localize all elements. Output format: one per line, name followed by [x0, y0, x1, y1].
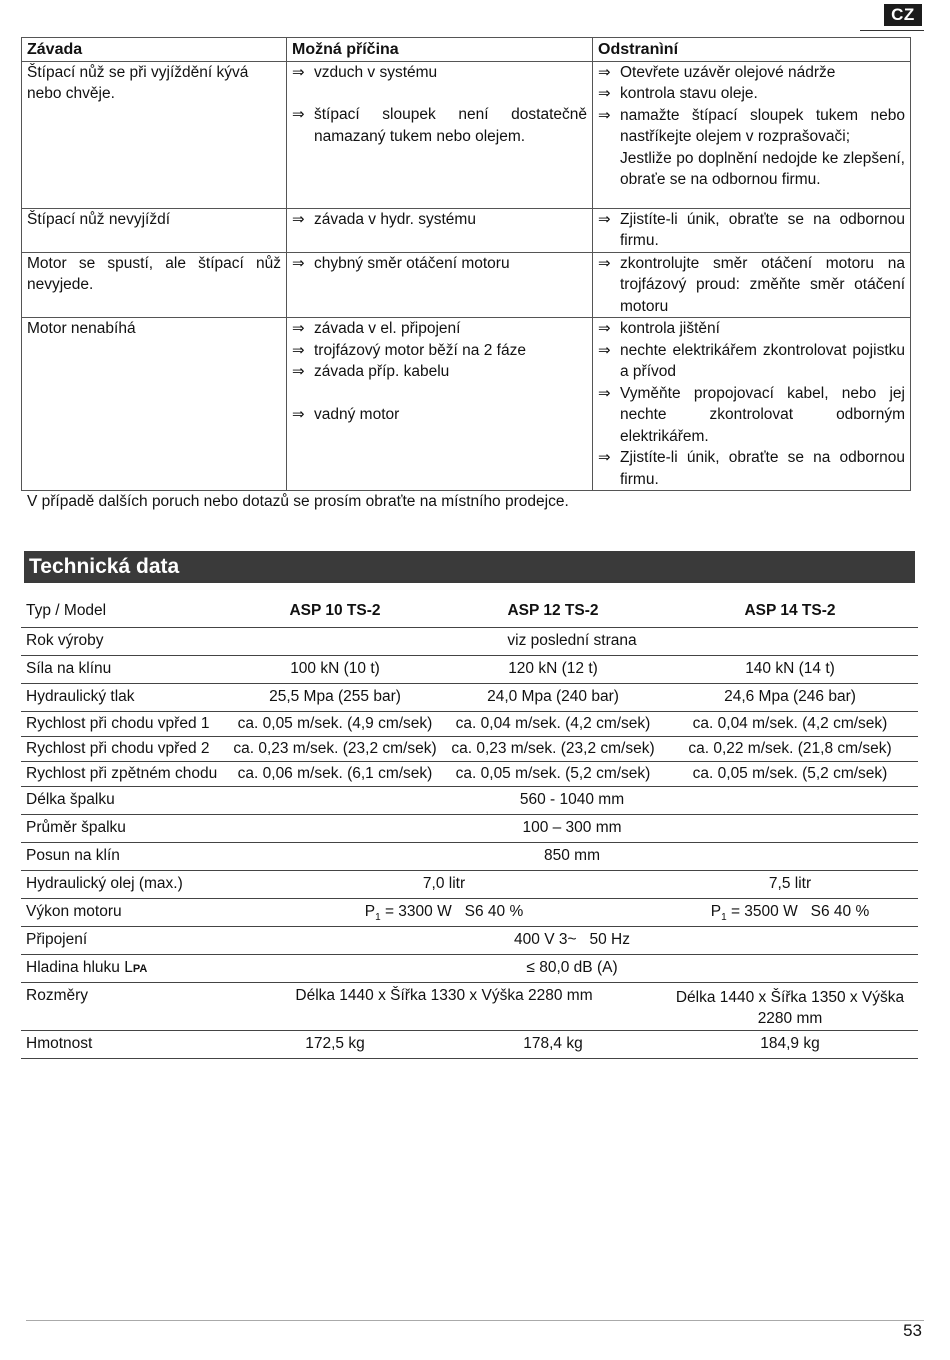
arrow-icon: ⇒	[598, 449, 611, 466]
arrow-icon: ⇒	[292, 254, 305, 272]
row-value: $P_1 = 3300$ W S6 40 %	[226, 898, 662, 926]
table-row	[21, 786, 918, 814]
row-value: ca. 0,05 m/sek. (4,9 cm/sek)	[226, 711, 444, 736]
arrow-icon: ⇒	[292, 106, 305, 123]
remedy-cell: ⇒ Otevřete uzávěr olejové nádrže ⇒ kontrola stavu oleje. ⇒ namažte štípací sloupek tukem nebo nastříkejte olejem v rozprašovači; Jestliže po doplnění nedojde ke zlepšení, obraťe se na odbornou firmu.	[593, 61, 911, 208]
table-row	[21, 842, 918, 870]
tech-header-row	[21, 598, 918, 627]
row-value: 140 kN (14 t)	[662, 655, 918, 683]
row-value: 560 - 1040 mm	[226, 786, 918, 814]
table-row	[21, 683, 918, 711]
table-row	[21, 627, 918, 655]
row-label: Posun na klín	[21, 842, 226, 870]
fault-cell: Motor se spustí, ale štípací nůž nevyjede.	[22, 252, 287, 318]
row-label: Rok výroby	[21, 627, 226, 655]
column-header-fault: Závada	[22, 38, 287, 62]
table-row	[21, 926, 918, 954]
table-row	[21, 898, 918, 926]
cause-cell: ⇒ závada v el. připojení ⇒ trojfázový motor běží na 2 fáze ⇒ závada příp. kabelu ⇒ vadný motor	[287, 318, 593, 491]
row-label: Hydraulický olej (max.)	[21, 870, 226, 898]
fault-cell: Motor nenabíhá	[22, 318, 287, 491]
table-row	[22, 252, 911, 318]
row-label: Rychlost při chodu vpřed 2	[21, 736, 226, 761]
troubleshooting-header-row	[22, 38, 911, 62]
row-value: $P_1 = 3500$ W S6 40 %	[662, 898, 918, 926]
row-value: ca. 0,05 m/sek. (5,2 cm/sek)	[662, 761, 918, 786]
arrow-icon: ⇒	[598, 106, 611, 124]
table-row	[21, 814, 918, 842]
row-label: Hydraulický tlak	[21, 683, 226, 711]
row-value: 7,0 litr	[226, 870, 662, 898]
fault-cell: Štípací nůž nevyjíždí	[22, 208, 287, 252]
row-label: Hmotnost	[21, 1030, 226, 1058]
arrow-icon: ⇒	[292, 405, 305, 423]
row-value: 7,5 litr	[662, 870, 918, 898]
arrow-icon: ⇒	[292, 63, 305, 81]
row-value: 100 – 300 mm	[226, 814, 918, 842]
row-value: 24,0 Mpa (240 bar)	[444, 683, 662, 711]
language-badge: CZ	[884, 4, 922, 26]
arrow-icon: ⇒	[292, 210, 305, 228]
row-value: 25,5 Mpa (255 bar)	[226, 683, 444, 711]
row-label: Síla na klínu	[21, 655, 226, 683]
model-asp14: ASP 14 TS-2	[662, 598, 918, 627]
technical-data-table	[21, 598, 918, 1059]
row-value: viz poslední strana	[226, 627, 918, 655]
arrow-icon: ⇒	[598, 63, 611, 81]
arrow-icon: ⇒	[292, 363, 305, 380]
remedy-cell: ⇒ Zjistíte-li únik, obraťte se na odbornou firmu.	[593, 208, 911, 252]
cause-cell: ⇒ vzduch v systému ⇒ štípací sloupek není dostatečně namazaný tukem nebo olejem.	[287, 61, 593, 208]
arrow-icon: ⇒	[598, 210, 611, 228]
row-value: 400 V 3~ 50 Hz	[226, 926, 918, 954]
cause-cell: ⇒ chybný směr otáčení motoru	[287, 252, 593, 318]
dealer-note: V případě dalších poruch nebo dotazů se prosím obraťte na místního prodejce.	[27, 493, 569, 510]
table-row	[21, 761, 918, 786]
arrow-icon: ⇒	[598, 341, 611, 359]
row-value: ca. 0,04 m/sek. (4,2 cm/sek)	[444, 711, 662, 736]
arrow-icon: ⇒	[598, 254, 611, 272]
model-asp10: ASP 10 TS-2	[226, 598, 444, 627]
table-row	[21, 1030, 918, 1058]
fault-cell: Štípací nůž se při vyjíždění kývá nebo chvěje.	[22, 61, 287, 208]
column-header-cause: Možná příčina	[287, 38, 593, 62]
remedy-cell: ⇒ kontrola jištění ⇒ nechte elektrikářem zkontrolovat pojistku a přívod ⇒ Vyměňte propojovací kabel, nebo jej nechte zkontrolovat odborným elektrikářem. ⇒ Zjistíte-li únik, obraťte se na odbornou firmu.	[593, 318, 911, 491]
row-label: Připojení	[21, 926, 226, 954]
cause-cell: ⇒ závada v hydr. systému	[287, 208, 593, 252]
arrow-icon: ⇒	[598, 320, 611, 337]
table-row	[21, 954, 918, 982]
column-header-remedy: Odstranìní	[593, 38, 911, 62]
row-value: ca. 0,23 m/sek. (23,2 cm/sek)	[444, 736, 662, 761]
table-row	[21, 736, 918, 761]
row-label: Výkon motoru	[21, 898, 226, 926]
arrow-icon: ⇒	[292, 341, 305, 359]
row-label: Délka špalku	[21, 786, 226, 814]
row-value: 172,5 kg	[226, 1030, 444, 1058]
model-asp12: ASP 12 TS-2	[444, 598, 662, 627]
row-label: Rychlost při chodu vpřed 1	[21, 711, 226, 736]
row-value: 184,9 kg	[662, 1030, 918, 1058]
arrow-icon: ⇒	[292, 320, 305, 337]
row-label: Hladina hluku LPA	[21, 954, 226, 982]
row-value: 100 kN (10 t)	[226, 655, 444, 683]
row-value: ca. 0,22 m/sek. (21,8 cm/sek)	[662, 736, 918, 761]
footer-rule	[26, 1320, 924, 1321]
row-value: ca. 0,05 m/sek. (5,2 cm/sek)	[444, 761, 662, 786]
row-value: 24,6 Mpa (246 bar)	[662, 683, 918, 711]
header-rule	[860, 30, 924, 31]
row-value: ≤ 80,0 dB (A)	[226, 954, 918, 982]
troubleshooting-table	[21, 37, 911, 491]
table-row	[21, 982, 918, 1030]
section-title: Technická data	[24, 551, 915, 583]
model-label: Typ / Model	[21, 598, 226, 627]
row-value: Délka 1440 x Šířka 1350 x Výška 2280 mm	[662, 982, 918, 1030]
arrow-icon: ⇒	[598, 384, 611, 402]
row-value: Délka 1440 x Šířka 1330 x Výška 2280 mm	[226, 982, 662, 1030]
table-row	[21, 711, 918, 736]
remedy-cell: ⇒ zkontrolujte směr otáčení motoru na trojfázový proud: změňte směr otáčení motoru	[593, 252, 911, 318]
page-number: 53	[903, 1321, 922, 1340]
row-value: ca. 0,04 m/sek. (4,2 cm/sek)	[662, 711, 918, 736]
row-label: Rozměry	[21, 982, 226, 1030]
table-row	[22, 318, 911, 491]
arrow-icon: ⇒	[598, 85, 611, 102]
row-label: Rychlost při zpětném chodu	[21, 761, 226, 786]
row-value: 120 kN (12 t)	[444, 655, 662, 683]
table-row	[22, 61, 911, 208]
row-value: ca. 0,23 m/sek. (23,2 cm/sek)	[226, 736, 444, 761]
row-label: Průměr špalku	[21, 814, 226, 842]
row-value: 850 mm	[226, 842, 918, 870]
table-row	[22, 208, 911, 252]
table-row	[21, 870, 918, 898]
row-value: ca. 0,06 m/sek. (6,1 cm/sek)	[226, 761, 444, 786]
table-row	[21, 655, 918, 683]
row-value: 178,4 kg	[444, 1030, 662, 1058]
